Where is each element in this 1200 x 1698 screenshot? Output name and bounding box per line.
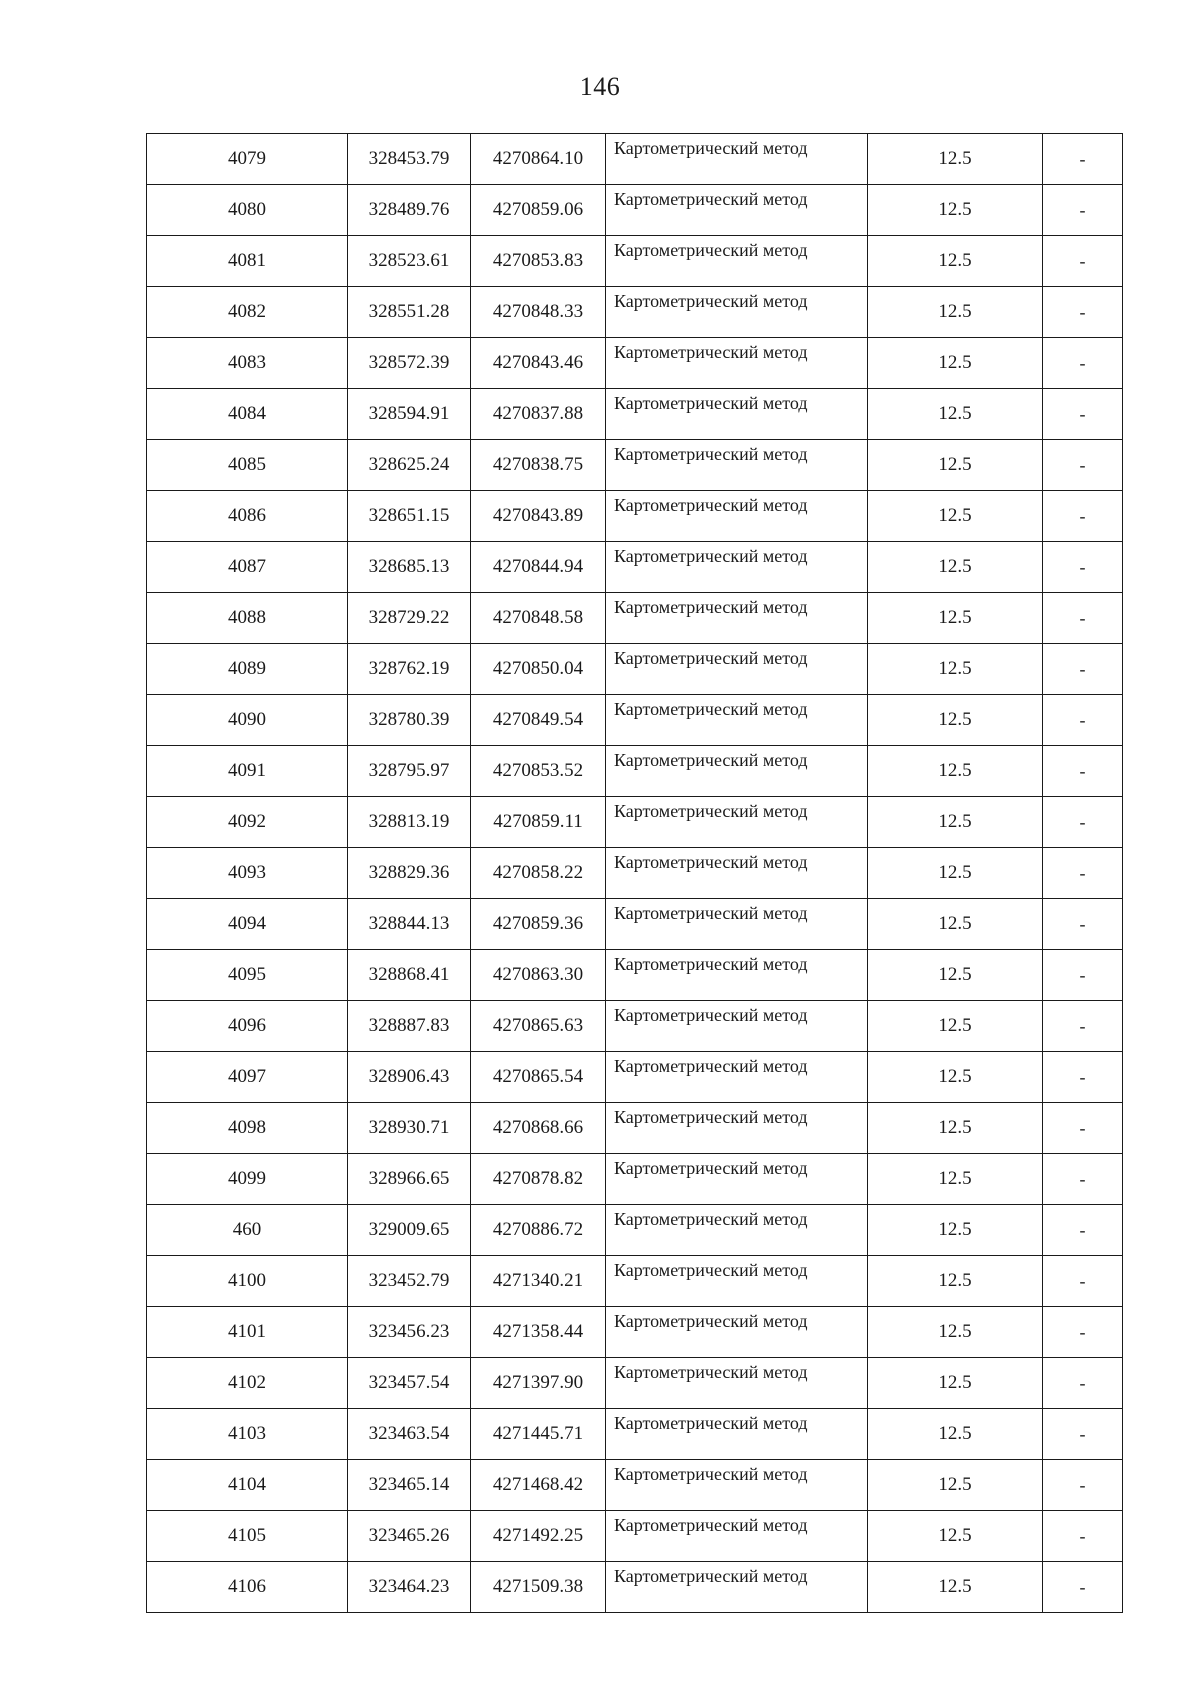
point-id-cell: 4080	[147, 185, 348, 236]
table-row	[147, 899, 1123, 950]
x-coordinate-cell: 328844.13	[348, 899, 471, 950]
accuracy-cell: 12.5	[868, 185, 1043, 236]
note-cell: -	[1043, 593, 1123, 644]
x-coordinate-cell: 328594.91	[348, 389, 471, 440]
table-row	[147, 1052, 1123, 1103]
note-cell: -	[1043, 1307, 1123, 1358]
accuracy-cell: 12.5	[868, 593, 1043, 644]
y-coordinate-cell: 4271445.71	[471, 1409, 606, 1460]
point-id-cell: 4099	[147, 1154, 348, 1205]
point-id-cell: 4095	[147, 950, 348, 1001]
accuracy-cell: 12.5	[868, 134, 1043, 185]
x-coordinate-cell: 323463.54	[348, 1409, 471, 1460]
table-row	[147, 1154, 1123, 1205]
y-coordinate-cell: 4271509.38	[471, 1562, 606, 1613]
method-cell: Картометрический метод	[606, 1256, 868, 1307]
method-cell: Картометрический метод	[606, 1358, 868, 1409]
method-cell: Картометрический метод	[606, 185, 868, 236]
table-row	[147, 542, 1123, 593]
note-cell: -	[1043, 236, 1123, 287]
accuracy-cell: 12.5	[868, 950, 1043, 1001]
accuracy-cell: 12.5	[868, 1154, 1043, 1205]
accuracy-cell: 12.5	[868, 899, 1043, 950]
method-cell: Картометрический метод	[606, 1307, 868, 1358]
note-cell: -	[1043, 695, 1123, 746]
note-cell: -	[1043, 1358, 1123, 1409]
accuracy-cell: 12.5	[868, 1205, 1043, 1256]
point-id-cell: 4085	[147, 440, 348, 491]
x-coordinate-cell: 329009.65	[348, 1205, 471, 1256]
point-id-cell: 4103	[147, 1409, 348, 1460]
accuracy-cell: 12.5	[868, 389, 1043, 440]
point-id-cell: 4096	[147, 1001, 348, 1052]
accuracy-cell: 12.5	[868, 644, 1043, 695]
point-id-cell: 4081	[147, 236, 348, 287]
x-coordinate-cell: 323457.54	[348, 1358, 471, 1409]
point-id-cell: 4097	[147, 1052, 348, 1103]
accuracy-cell: 12.5	[868, 1307, 1043, 1358]
table-row	[147, 746, 1123, 797]
note-cell: -	[1043, 1103, 1123, 1154]
method-cell: Картометрический метод	[606, 1409, 868, 1460]
y-coordinate-cell: 4270843.89	[471, 491, 606, 542]
point-id-cell: 4092	[147, 797, 348, 848]
accuracy-cell: 12.5	[868, 1562, 1043, 1613]
y-coordinate-cell: 4271492.25	[471, 1511, 606, 1562]
table-row	[147, 950, 1123, 1001]
point-id-cell: 4101	[147, 1307, 348, 1358]
table-row	[147, 185, 1123, 236]
method-cell: Картометрический метод	[606, 1154, 868, 1205]
point-id-cell: 4084	[147, 389, 348, 440]
point-id-cell: 4098	[147, 1103, 348, 1154]
y-coordinate-cell: 4270859.36	[471, 899, 606, 950]
y-coordinate-cell: 4270838.75	[471, 440, 606, 491]
note-cell: -	[1043, 389, 1123, 440]
point-id-cell: 4088	[147, 593, 348, 644]
y-coordinate-cell: 4270849.54	[471, 695, 606, 746]
note-cell: -	[1043, 287, 1123, 338]
note-cell: -	[1043, 1562, 1123, 1613]
y-coordinate-cell: 4270864.10	[471, 134, 606, 185]
point-id-cell: 4083	[147, 338, 348, 389]
x-coordinate-cell: 328572.39	[348, 338, 471, 389]
accuracy-cell: 12.5	[868, 287, 1043, 338]
accuracy-cell: 12.5	[868, 1409, 1043, 1460]
x-coordinate-cell: 328762.19	[348, 644, 471, 695]
accuracy-cell: 12.5	[868, 1103, 1043, 1154]
y-coordinate-cell: 4271397.90	[471, 1358, 606, 1409]
y-coordinate-cell: 4270858.22	[471, 848, 606, 899]
method-cell: Картометрический метод	[606, 1511, 868, 1562]
x-coordinate-cell: 323464.23	[348, 1562, 471, 1613]
y-coordinate-cell: 4271468.42	[471, 1460, 606, 1511]
method-cell: Картометрический метод	[606, 287, 868, 338]
x-coordinate-cell: 328795.97	[348, 746, 471, 797]
x-coordinate-cell: 328829.36	[348, 848, 471, 899]
point-id-cell: 4106	[147, 1562, 348, 1613]
method-cell: Картометрический метод	[606, 1052, 868, 1103]
y-coordinate-cell: 4270844.94	[471, 542, 606, 593]
x-coordinate-cell: 328813.19	[348, 797, 471, 848]
accuracy-cell: 12.5	[868, 1001, 1043, 1052]
y-coordinate-cell: 4270868.66	[471, 1103, 606, 1154]
note-cell: -	[1043, 1409, 1123, 1460]
note-cell: -	[1043, 185, 1123, 236]
point-id-cell: 4089	[147, 644, 348, 695]
table-row	[147, 134, 1123, 185]
y-coordinate-cell: 4270853.52	[471, 746, 606, 797]
coordinates-table	[146, 133, 1123, 1613]
method-cell: Картометрический метод	[606, 1205, 868, 1256]
y-coordinate-cell: 4270848.33	[471, 287, 606, 338]
table-row	[147, 1256, 1123, 1307]
point-id-cell: 4105	[147, 1511, 348, 1562]
y-coordinate-cell: 4270837.88	[471, 389, 606, 440]
table-row	[147, 1358, 1123, 1409]
x-coordinate-cell: 323465.14	[348, 1460, 471, 1511]
method-cell: Картометрический метод	[606, 899, 868, 950]
table-row	[147, 1205, 1123, 1256]
accuracy-cell: 12.5	[868, 797, 1043, 848]
x-coordinate-cell: 328906.43	[348, 1052, 471, 1103]
method-cell: Картометрический метод	[606, 848, 868, 899]
method-cell: Картометрический метод	[606, 797, 868, 848]
table-row	[147, 1103, 1123, 1154]
table-row	[147, 287, 1123, 338]
note-cell: -	[1043, 746, 1123, 797]
point-id-cell: 4091	[147, 746, 348, 797]
point-id-cell: 4104	[147, 1460, 348, 1511]
y-coordinate-cell: 4270878.82	[471, 1154, 606, 1205]
method-cell: Картометрический метод	[606, 134, 868, 185]
table-row	[147, 1562, 1123, 1613]
table-row	[147, 1307, 1123, 1358]
table-row	[147, 1511, 1123, 1562]
note-cell: -	[1043, 1001, 1123, 1052]
accuracy-cell: 12.5	[868, 440, 1043, 491]
method-cell: Картометрический метод	[606, 593, 868, 644]
x-coordinate-cell: 328685.13	[348, 542, 471, 593]
note-cell: -	[1043, 440, 1123, 491]
method-cell: Картометрический метод	[606, 746, 868, 797]
table-row	[147, 644, 1123, 695]
y-coordinate-cell: 4270865.63	[471, 1001, 606, 1052]
table-row	[147, 695, 1123, 746]
x-coordinate-cell: 328966.65	[348, 1154, 471, 1205]
accuracy-cell: 12.5	[868, 848, 1043, 899]
x-coordinate-cell: 328651.15	[348, 491, 471, 542]
accuracy-cell: 12.5	[868, 338, 1043, 389]
x-coordinate-cell: 328551.28	[348, 287, 471, 338]
method-cell: Картометрический метод	[606, 389, 868, 440]
table-row	[147, 236, 1123, 287]
method-cell: Картометрический метод	[606, 1001, 868, 1052]
note-cell: -	[1043, 1511, 1123, 1562]
method-cell: Картометрический метод	[606, 695, 868, 746]
note-cell: -	[1043, 1256, 1123, 1307]
x-coordinate-cell: 328523.61	[348, 236, 471, 287]
accuracy-cell: 12.5	[868, 1460, 1043, 1511]
method-cell: Картометрический метод	[606, 542, 868, 593]
accuracy-cell: 12.5	[868, 695, 1043, 746]
note-cell: -	[1043, 134, 1123, 185]
point-id-cell: 4086	[147, 491, 348, 542]
note-cell: -	[1043, 491, 1123, 542]
x-coordinate-cell: 323456.23	[348, 1307, 471, 1358]
x-coordinate-cell: 328930.71	[348, 1103, 471, 1154]
y-coordinate-cell: 4270865.54	[471, 1052, 606, 1103]
point-id-cell: 4079	[147, 134, 348, 185]
x-coordinate-cell: 328453.79	[348, 134, 471, 185]
point-id-cell: 4087	[147, 542, 348, 593]
accuracy-cell: 12.5	[868, 1052, 1043, 1103]
table-row	[147, 1001, 1123, 1052]
y-coordinate-cell: 4270886.72	[471, 1205, 606, 1256]
note-cell: -	[1043, 1052, 1123, 1103]
method-cell: Картометрический метод	[606, 950, 868, 1001]
x-coordinate-cell: 328887.83	[348, 1001, 471, 1052]
table-row	[147, 1460, 1123, 1511]
point-id-cell: 4093	[147, 848, 348, 899]
point-id-cell: 4100	[147, 1256, 348, 1307]
method-cell: Картометрический метод	[606, 1562, 868, 1613]
x-coordinate-cell: 323452.79	[348, 1256, 471, 1307]
page-number: 146	[579, 72, 621, 101]
accuracy-cell: 12.5	[868, 1358, 1043, 1409]
y-coordinate-cell: 4270843.46	[471, 338, 606, 389]
method-cell: Картометрический метод	[606, 644, 868, 695]
note-cell: -	[1043, 848, 1123, 899]
accuracy-cell: 12.5	[868, 1256, 1043, 1307]
coordinates-table-body	[147, 134, 1123, 1613]
point-id-cell: 460	[147, 1205, 348, 1256]
method-cell: Картометрический метод	[606, 491, 868, 542]
y-coordinate-cell: 4270863.30	[471, 950, 606, 1001]
method-cell: Картометрический метод	[606, 236, 868, 287]
x-coordinate-cell: 328868.41	[348, 950, 471, 1001]
accuracy-cell: 12.5	[868, 746, 1043, 797]
y-coordinate-cell: 4270859.11	[471, 797, 606, 848]
table-row	[147, 593, 1123, 644]
note-cell: -	[1043, 1154, 1123, 1205]
accuracy-cell: 12.5	[868, 1511, 1043, 1562]
table-row	[147, 440, 1123, 491]
y-coordinate-cell: 4270859.06	[471, 185, 606, 236]
note-cell: -	[1043, 644, 1123, 695]
method-cell: Картометрический метод	[606, 1460, 868, 1511]
table-row	[147, 1409, 1123, 1460]
table-row	[147, 389, 1123, 440]
accuracy-cell: 12.5	[868, 236, 1043, 287]
y-coordinate-cell: 4270850.04	[471, 644, 606, 695]
table-row	[147, 338, 1123, 389]
table-row	[147, 491, 1123, 542]
point-id-cell: 4094	[147, 899, 348, 950]
accuracy-cell: 12.5	[868, 491, 1043, 542]
note-cell: -	[1043, 1460, 1123, 1511]
point-id-cell: 4090	[147, 695, 348, 746]
note-cell: -	[1043, 950, 1123, 1001]
x-coordinate-cell: 328625.24	[348, 440, 471, 491]
note-cell: -	[1043, 797, 1123, 848]
method-cell: Картометрический метод	[606, 338, 868, 389]
y-coordinate-cell: 4271340.21	[471, 1256, 606, 1307]
method-cell: Картометрический метод	[606, 1103, 868, 1154]
table-row	[147, 848, 1123, 899]
note-cell: -	[1043, 1205, 1123, 1256]
note-cell: -	[1043, 542, 1123, 593]
x-coordinate-cell: 323465.26	[348, 1511, 471, 1562]
point-id-cell: 4102	[147, 1358, 348, 1409]
y-coordinate-cell: 4271358.44	[471, 1307, 606, 1358]
y-coordinate-cell: 4270853.83	[471, 236, 606, 287]
point-id-cell: 4082	[147, 287, 348, 338]
note-cell: -	[1043, 899, 1123, 950]
note-cell: -	[1043, 338, 1123, 389]
y-coordinate-cell: 4270848.58	[471, 593, 606, 644]
x-coordinate-cell: 328489.76	[348, 185, 471, 236]
method-cell: Картометрический метод	[606, 440, 868, 491]
accuracy-cell: 12.5	[868, 542, 1043, 593]
x-coordinate-cell: 328729.22	[348, 593, 471, 644]
table-row	[147, 797, 1123, 848]
x-coordinate-cell: 328780.39	[348, 695, 471, 746]
